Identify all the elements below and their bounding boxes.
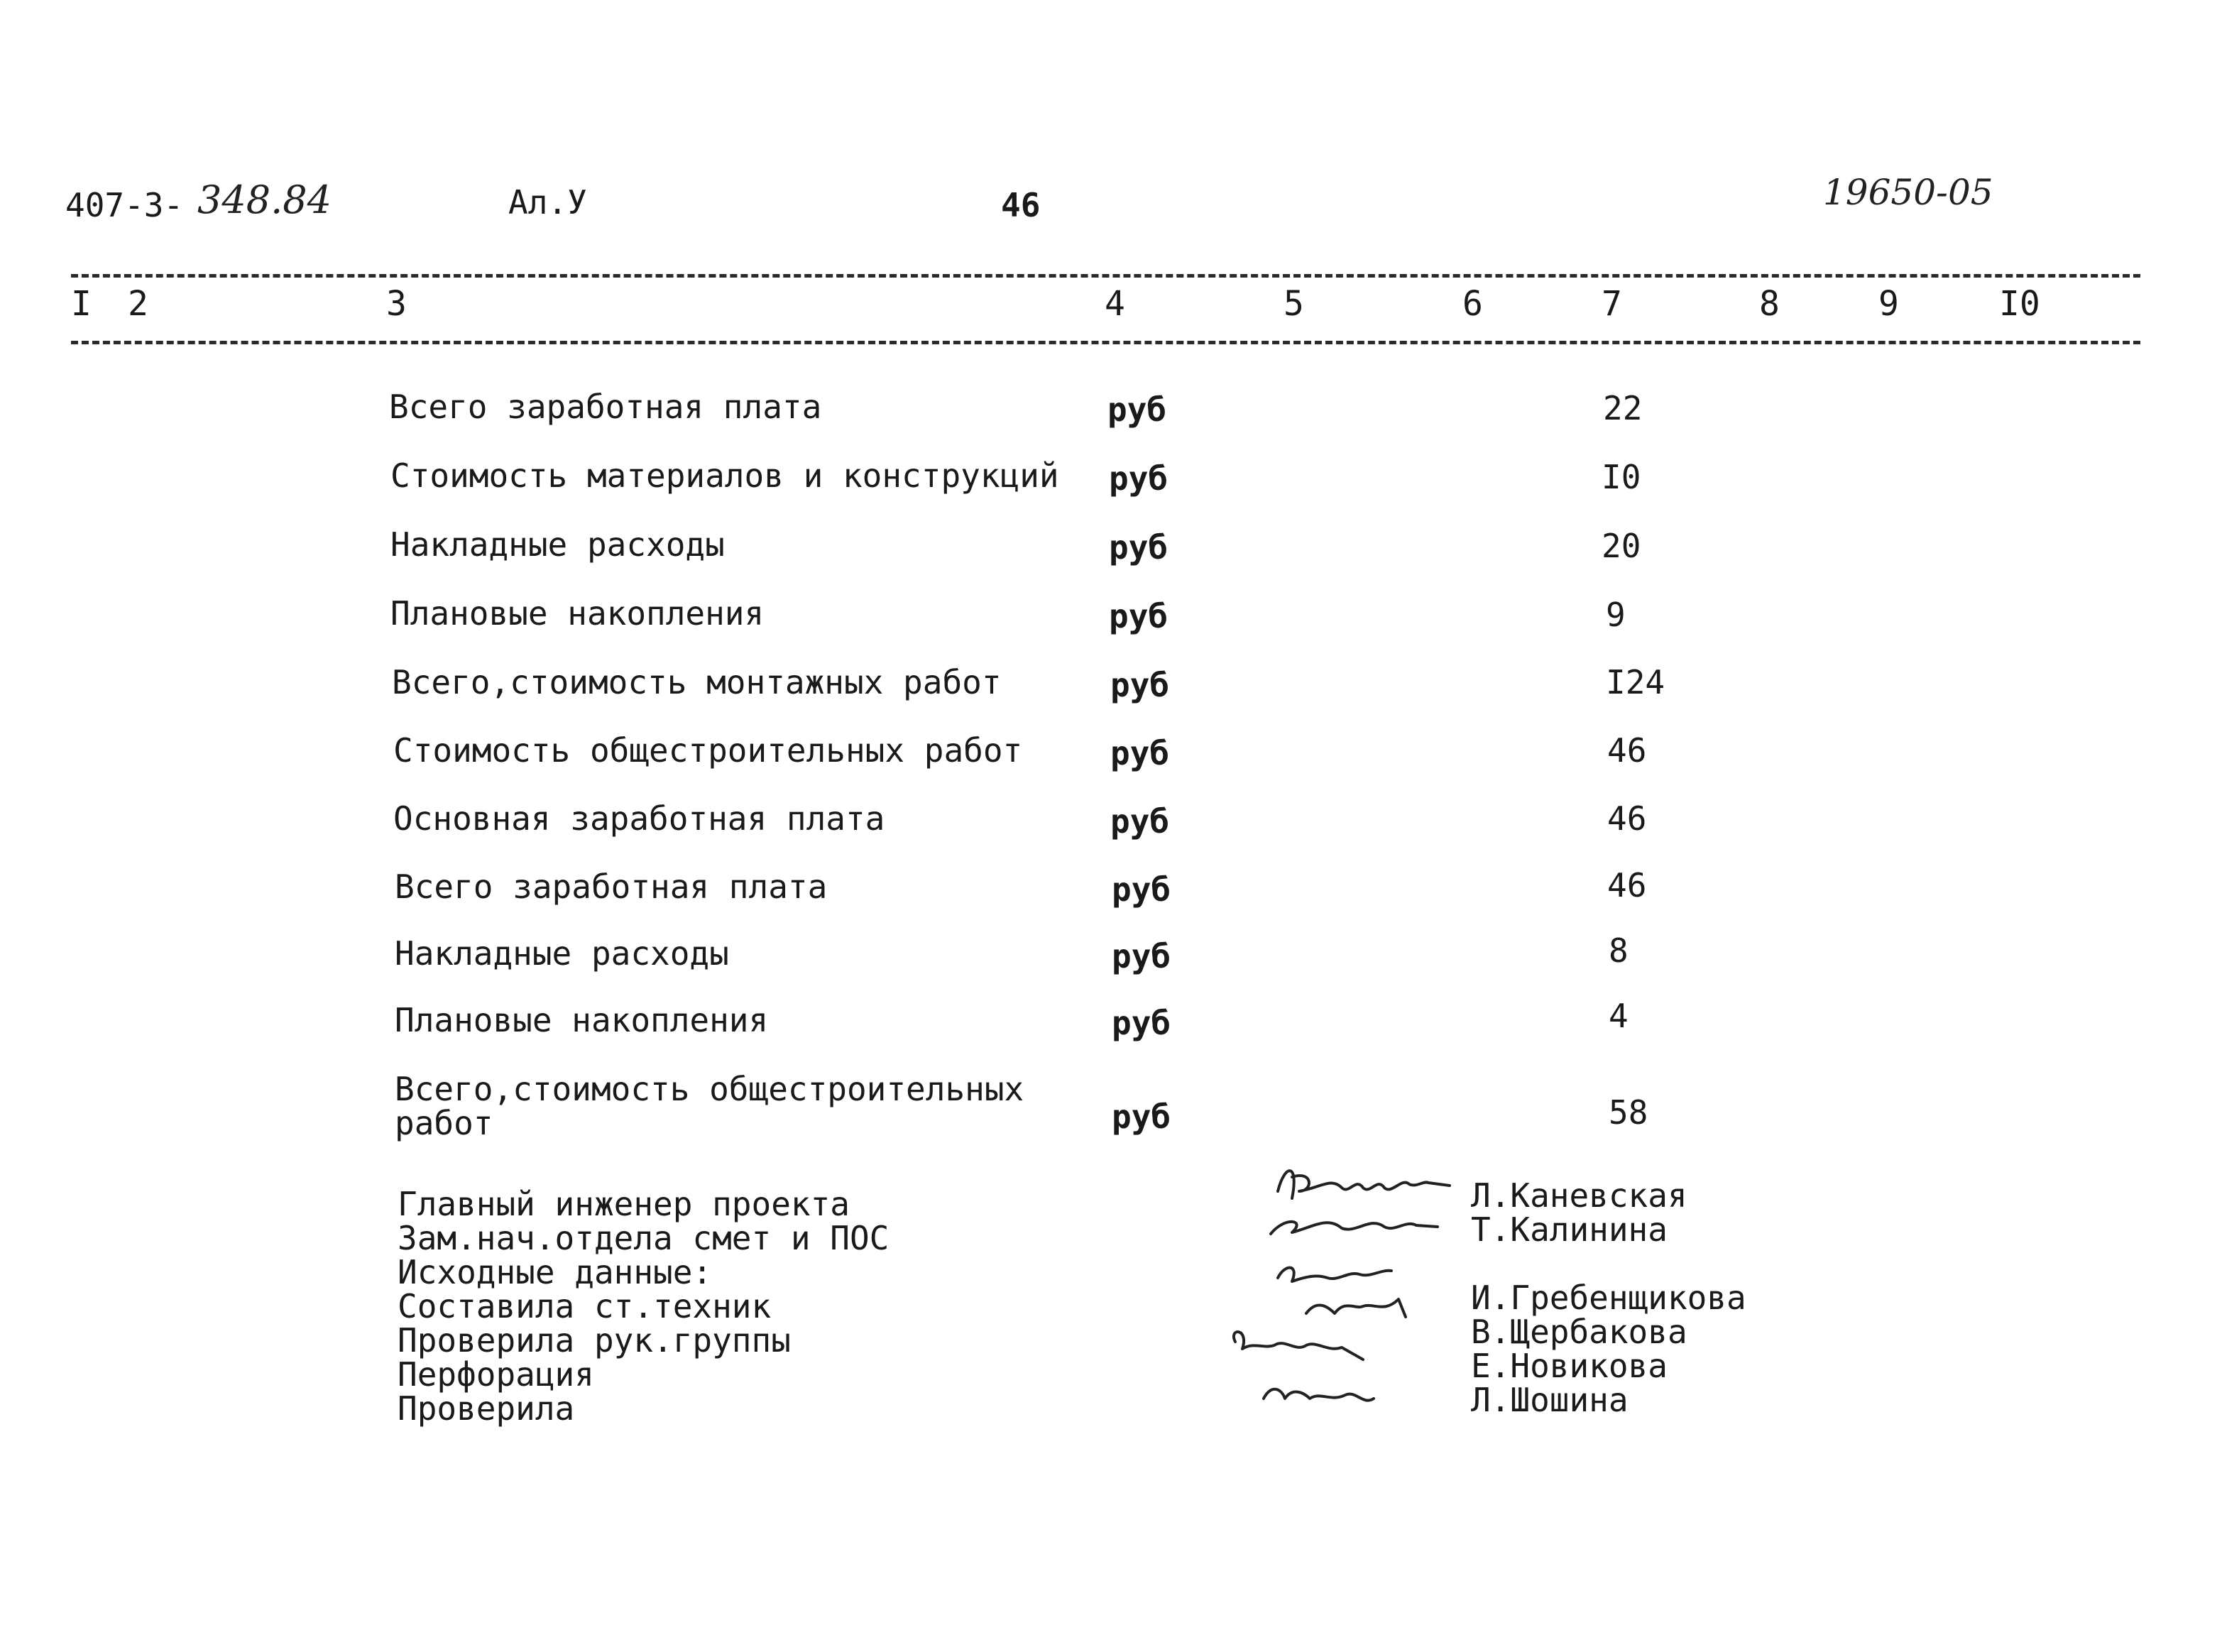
role-deputy-head: Зам.нач.отдела смет и ПОС bbox=[398, 1219, 890, 1257]
row-unit: руб bbox=[1109, 597, 1169, 635]
row-unit: руб bbox=[1110, 734, 1170, 772]
row-description: Плановые накопления bbox=[390, 594, 765, 633]
signature-kanevskaya bbox=[1264, 1149, 1462, 1248]
role-checked-by-group-lead: Проверила рук.группы bbox=[398, 1321, 791, 1360]
row-value: 20 bbox=[1602, 527, 1641, 565]
row-description: Плановые накопления bbox=[395, 1001, 769, 1039]
row-value: 4 bbox=[1609, 997, 1629, 1035]
role-checked-by: Проверила bbox=[398, 1389, 575, 1428]
row-value: I0 bbox=[1602, 458, 1641, 496]
signature-group bbox=[1221, 1257, 1434, 1427]
row-unit: руб bbox=[1109, 459, 1169, 498]
name-shoshina: Л.Шошина bbox=[1471, 1381, 1629, 1419]
row-value: 9 bbox=[1606, 596, 1626, 634]
handwritten-code: 19650-05 bbox=[1823, 172, 1993, 213]
row-description: Основная заработная плата bbox=[393, 799, 885, 838]
row-value: 46 bbox=[1607, 731, 1647, 770]
document-code-prefix: 407-3- bbox=[65, 186, 184, 224]
role-chief-engineer: Главный инженер проекта bbox=[398, 1185, 850, 1223]
row-description: Всего,стоимость монтажных работ bbox=[392, 663, 1002, 701]
row-description: Всего заработная плата bbox=[389, 388, 822, 426]
name-novikova: Е.Новикова bbox=[1471, 1347, 1668, 1385]
row-unit: руб bbox=[1112, 1004, 1171, 1042]
row-value: 22 bbox=[1603, 389, 1643, 427]
name-grebenshchikova: И.Гребенщикова bbox=[1471, 1279, 1746, 1317]
column-number-5: 5 bbox=[1284, 284, 1304, 324]
column-number-7: 7 bbox=[1602, 284, 1622, 324]
row-unit: руб bbox=[1109, 528, 1169, 567]
column-number-4: 4 bbox=[1105, 284, 1125, 324]
name-shcherbakova: В.Щербакова bbox=[1471, 1313, 1687, 1351]
album-label: Ал.У bbox=[508, 183, 587, 221]
row-description: Накладные расходы bbox=[395, 934, 729, 973]
row-value: 46 bbox=[1607, 866, 1647, 904]
column-number-8: 8 bbox=[1759, 284, 1780, 324]
role-compiled-by: Составила ст.техник bbox=[398, 1287, 772, 1325]
role-perforation: Перфорация bbox=[398, 1355, 594, 1394]
row-value: 8 bbox=[1609, 931, 1629, 970]
row-description: Стоимость материалов и конструкций bbox=[390, 456, 1059, 495]
row-unit: руб bbox=[1110, 666, 1170, 704]
column-number-6: 6 bbox=[1462, 284, 1483, 324]
row-value: 58 bbox=[1609, 1093, 1648, 1132]
role-source-data: Исходные данные: bbox=[398, 1253, 713, 1291]
row-description: Всего,стоимость общестроительных работ bbox=[395, 1070, 1024, 1142]
row-value: I24 bbox=[1606, 663, 1665, 701]
row-unit: руб bbox=[1112, 937, 1171, 975]
column-number-3: 3 bbox=[386, 284, 407, 324]
name-kanevskaya: Л.Каневская bbox=[1471, 1176, 1687, 1215]
row-unit: руб bbox=[1112, 870, 1171, 909]
column-number-1: I bbox=[71, 284, 92, 324]
row-unit: руб bbox=[1107, 390, 1167, 429]
header-bottom-rule bbox=[71, 341, 2140, 344]
page-number: 46 bbox=[1001, 186, 1041, 224]
row-unit: руб bbox=[1112, 1098, 1171, 1136]
name-kalinina: Т.Калинина bbox=[1471, 1210, 1668, 1249]
row-value: 46 bbox=[1607, 799, 1647, 838]
row-description: Стоимость общестроительных работ bbox=[393, 731, 1023, 770]
row-description: Всего заработная плата bbox=[395, 868, 828, 906]
row-description: Накладные расходы bbox=[390, 525, 725, 564]
column-number-10: I0 bbox=[1999, 284, 2040, 324]
row-unit: руб bbox=[1110, 802, 1170, 841]
column-number-9: 9 bbox=[1878, 284, 1899, 324]
column-number-2: 2 bbox=[128, 284, 148, 324]
document-code-handwritten: 348.84 bbox=[197, 177, 332, 222]
header-top-rule bbox=[71, 274, 2140, 278]
